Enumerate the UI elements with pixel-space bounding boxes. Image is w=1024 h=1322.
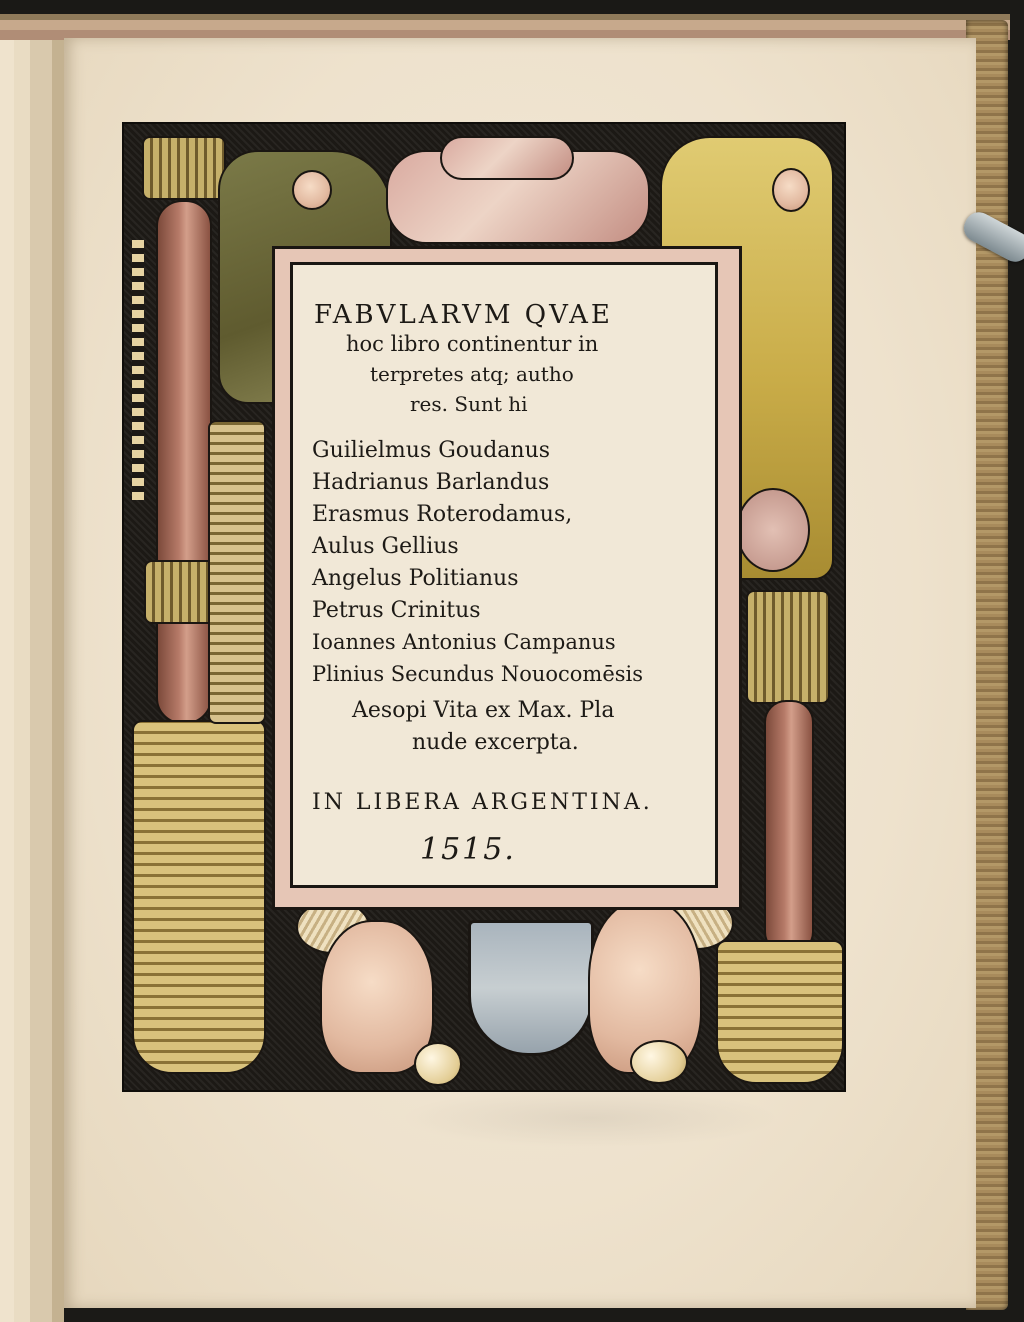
jester-right-face <box>772 168 810 212</box>
jester-left-face <box>292 170 332 210</box>
imprint: IN LIBERA ARGENTINA. <box>312 790 653 815</box>
inner-column-left <box>208 420 266 724</box>
banderole-curl <box>440 136 574 180</box>
aesop-line: Aesopi Vita ex Max. Pla <box>352 698 615 723</box>
author-name: Plinius Secundus Nouocomēsis <box>312 662 644 686</box>
scrollwork-right <box>736 488 810 572</box>
column-right <box>764 700 814 954</box>
chain-left <box>132 240 144 500</box>
orb-left <box>414 1042 462 1086</box>
author-name: Angelus Politianus <box>312 566 519 591</box>
subtitle-line: res. Sunt hi <box>410 392 528 416</box>
book-top-edge <box>0 0 1010 40</box>
author-name: Hadrianus Barlandus <box>312 470 550 495</box>
column-left <box>156 200 212 724</box>
author-name: Erasmus Roterodamus, <box>312 502 573 527</box>
shield <box>468 920 594 1056</box>
author-name: Guilielmus Goudanus <box>312 438 551 463</box>
show-through <box>400 1088 780 1148</box>
column-left-base <box>132 720 266 1074</box>
orb-right <box>630 1040 688 1084</box>
subtitle-line: hoc libro continentur in <box>346 332 599 356</box>
column-right-capital <box>746 590 830 704</box>
author-name: Aulus Gellius <box>312 534 459 559</box>
column-right-base <box>716 940 844 1084</box>
page-title: FABVLARVM QVAE <box>314 300 613 330</box>
aesop-line: nude excerpta. <box>412 730 579 755</box>
author-name: Petrus Crinitus <box>312 598 481 623</box>
publication-year: 1515. <box>420 832 516 867</box>
left-page-edge <box>0 40 64 1322</box>
author-name: Ioannes Antonius Campanus <box>312 630 616 654</box>
cherub-left <box>320 920 434 1074</box>
subtitle-line: terpretes atq; autho <box>370 362 574 386</box>
column-left-capital <box>142 136 226 200</box>
